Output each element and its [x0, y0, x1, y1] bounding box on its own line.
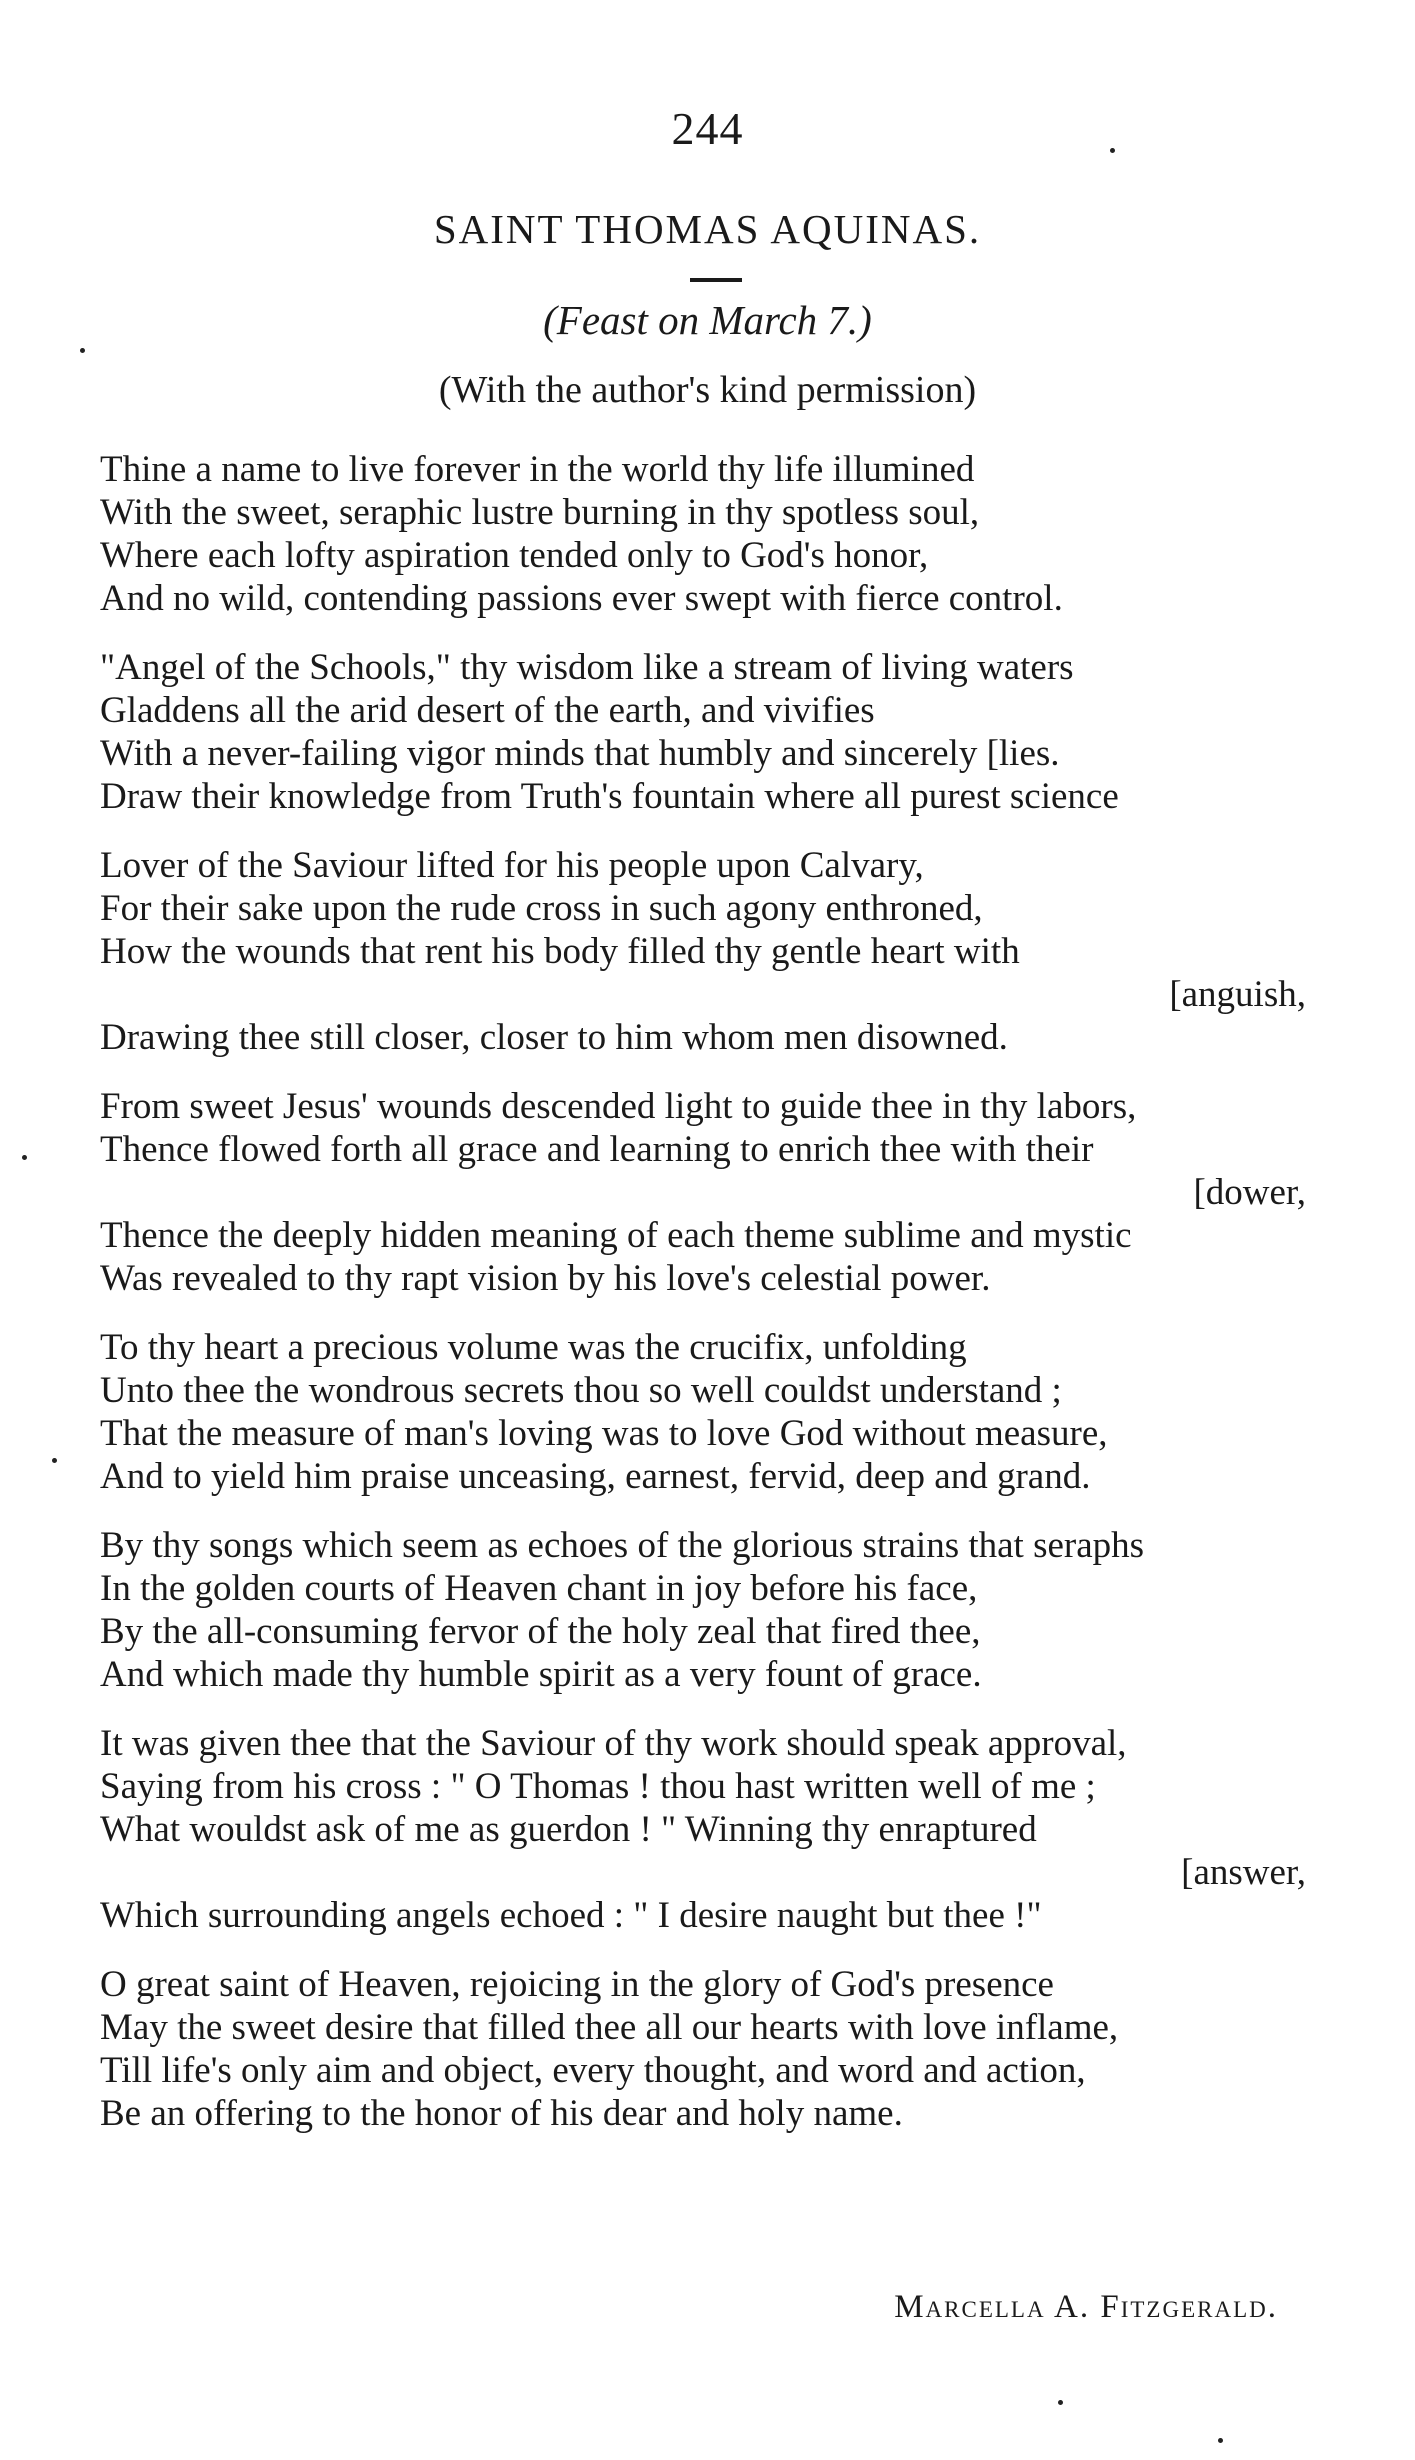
permission-note: (With the author's kind permission) — [438, 369, 977, 411]
poem-line: Lover of the Saviour lifted for his people upon Calvary, — [100, 845, 924, 886]
poem-line: How the wounds that rent his body filled thy gentle heart with — [100, 931, 1020, 972]
stanza-6 — [100, 1524, 1320, 1696]
poem-line: May the sweet desire that filled thee all our hearts with love inflame, — [100, 2007, 1119, 2048]
feast-date: (Feast on March 7.) — [543, 297, 872, 343]
page-number: 244 — [671, 103, 744, 154]
stanza-3 — [100, 844, 1320, 1059]
poem-line: With a never-failing vigor minds that humbly and sincerely [lies. — [100, 733, 1060, 774]
poem-line: Till life's only aim and object, every thought, and word and action, — [100, 2050, 1086, 2091]
scan-speck — [52, 1458, 57, 1463]
poem-line: In the golden courts of Heaven chant in joy before his face, — [100, 1568, 978, 1609]
poem-line: Which surrounding angels echoed : " I desire naught but thee !" — [100, 1895, 1042, 1936]
poem-body — [100, 448, 1320, 2161]
scan-speck — [1058, 2400, 1063, 2405]
poem-line: What wouldst ask of me as guerdon ! " Winning thy enraptured — [100, 1809, 1037, 1850]
turned-line-word: [dower, — [1193, 1172, 1306, 1213]
poem-line: Was revealed to thy rapt vision by his love's celestial power. — [100, 1258, 991, 1299]
scan-speck — [22, 1155, 27, 1160]
stanza-8 — [100, 1963, 1320, 2135]
turned-line-word: [anguish, — [1169, 974, 1306, 1015]
stanza-5 — [100, 1326, 1320, 1498]
poem-line: Saying from his cross : " O Thomas ! thou hast written well of me ; — [100, 1766, 1096, 1807]
poem-line: Gladdens all the arid desert of the earth, and vivifies — [100, 690, 875, 731]
poem-line: Be an offering to the honor of his dear and holy name. — [100, 2093, 903, 2134]
stanza-4 — [100, 1085, 1320, 1300]
scan-speck — [1218, 2438, 1223, 2443]
poem-line: To thy heart a precious volume was the crucifix, unfolding — [100, 1327, 967, 1368]
poem-line: Thence flowed forth all grace and learning to enrich thee with their — [100, 1129, 1094, 1170]
poem-line: And no wild, contending passions ever swept with fierce control. — [100, 578, 1063, 619]
poem-line: And to yield him praise unceasing, earnest, fervid, deep and grand. — [100, 1456, 1091, 1497]
turned-line-word: [answer, — [1181, 1852, 1306, 1893]
stanza-2 — [100, 646, 1320, 818]
poem-line: That the measure of man's loving was to love God without measure, — [100, 1413, 1108, 1454]
poem-line: By the all-consuming fervor of the holy zeal that fired thee, — [100, 1611, 981, 1652]
poem-line: "Angel of the Schools," thy wisdom like a stream of living waters — [100, 647, 1074, 688]
stanza-7 — [100, 1722, 1320, 1937]
poem-line: For their sake upon the rude cross in such agony enthroned, — [100, 888, 983, 929]
author-signature: Marcella A. Fitzgerald. — [894, 2289, 1278, 2325]
poem-line: Unto thee the wondrous secrets thou so well couldst understand ; — [100, 1370, 1062, 1411]
poem-line: And which made thy humble spirit as a very fount of grace. — [100, 1654, 982, 1695]
poem-line: Thence the deeply hidden meaning of each theme sublime and mystic — [100, 1215, 1132, 1256]
poem-line: By thy songs which seem as echoes of the glorious strains that seraphs — [100, 1525, 1145, 1566]
scan-speck — [1110, 148, 1115, 153]
poem-line: Draw their knowledge from Truth's fountain where all purest science — [100, 776, 1119, 817]
scan-speck — [80, 348, 85, 353]
poem-line: It was given thee that the Saviour of thy work should speak approval, — [100, 1723, 1127, 1764]
poem-line: Where each lofty aspiration tended only to God's honor, — [100, 535, 929, 576]
poem-line: Thine a name to live forever in the world thy life illumined — [100, 449, 975, 490]
poem-line: With the sweet, seraphic lustre burning in thy spotless soul, — [100, 492, 980, 533]
title-divider — [690, 278, 742, 282]
poem-line: Drawing thee still closer, closer to him whom men disowned. — [100, 1017, 1008, 1058]
stanza-1 — [100, 448, 1320, 620]
poem-title: SAINT THOMAS AQUINAS. — [433, 206, 982, 252]
poem-line: From sweet Jesus' wounds descended light to guide thee in thy labors, — [100, 1086, 1137, 1127]
poem-line: O great saint of Heaven, rejoicing in the glory of God's presence — [100, 1964, 1054, 2005]
